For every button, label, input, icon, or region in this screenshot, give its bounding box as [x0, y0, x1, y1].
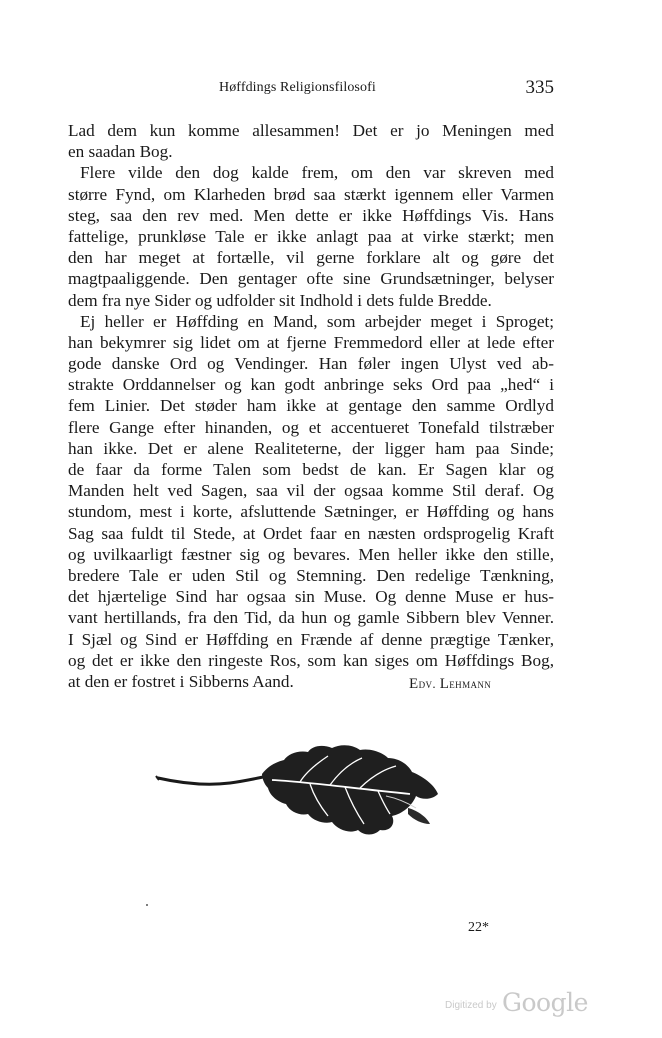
page-number: 335: [525, 77, 554, 98]
google-logo: Google: [502, 988, 588, 1017]
text-line: dem fra nye Sider og udfolder sit Indhold i dets fulde Bredde.: [68, 290, 492, 310]
text-line: Lad dem kun komme allesammen! Det er jo Meningen med: [68, 121, 554, 140]
text-line: steg, saa den rev med. Men dette er ikke Høffdings Vis. Hans: [68, 205, 554, 225]
signature-mark: 22*: [468, 920, 489, 935]
text-line: han bekymrer sig lidet om at fjerne Fremmedord eller at lede efter: [68, 332, 554, 352]
author-signature: Edv. Lehmann: [409, 676, 492, 692]
text-line: fattelige, prunkløse Tale er ikke anlagt paa at virke stærkt; men: [68, 226, 554, 246]
text-line: stundom, mest i korte, afsluttende Sætninger, er Høffding og hans: [68, 502, 554, 522]
oak-leaf-icon: [150, 738, 450, 838]
text-line: Flere vilde den dog kalde frem, om den var skreven med: [80, 163, 554, 183]
print-speck: [146, 904, 148, 906]
running-title: Høffdings Religionsfilosofi: [219, 80, 376, 95]
text-line: I Sjæl og Sind er Høffding en Frænde af denne prægtige Tænker,: [68, 629, 554, 649]
text-line: vant hertillands, fra den Tid, da hun og gamle Sibbern blev Venner.: [68, 608, 554, 628]
text-line: flere Gange efter hinanden, og et accentueret Tonefald tilstræber: [68, 417, 554, 437]
text-line: den har meget at fortælle, vil gerne forklare alt og gøre det: [68, 248, 554, 268]
text-line: det hjærtelige Sind har ogsaa sin Muse. Og denne Muse er hus-: [68, 587, 554, 607]
text-line: bredere Tale er uden Stil og Stemning. Den redelige Tænkning,: [68, 565, 554, 585]
text-line: en saadan Bog.: [68, 142, 173, 162]
text-line: fem Linier. Det støder ham ikke at gentage den samme Ordlyd: [68, 396, 554, 416]
text-line: gode danske Ord og Vendinger. Han føler ingen Ulyst ved ab-: [68, 354, 554, 374]
text-line: større Fynd, om Klarheden brød saa stærkt igennem eller Varmen: [68, 184, 554, 204]
body-text: [68, 120, 554, 692]
text-line: de faar da forme Talen som bedst de kan. Er Sagen klar og: [68, 460, 554, 479]
text-line: Sag saa fuldt til Stede, at Ordet faar en næsten ordsprogelig Kraft: [68, 523, 554, 543]
digitized-label: Digitized by: [445, 1000, 497, 1011]
text-line: Manden helt ved Sagen, saa vil der ogsaa komme Stil deraf. Og: [68, 481, 554, 501]
text-line: og uvilkaarligt fæstner sig og bevares. Men heller ikke den stille,: [68, 544, 554, 564]
text-line: Ej heller er Høffding en Mand, som arbejder meget i Sproget;: [80, 311, 554, 331]
text-line: han ikke. Det er alene Realiteterne, der ligger ham paa Sinde;: [68, 438, 554, 458]
text-line: at den er fostret i Sibberns Aand.: [68, 671, 294, 691]
running-head: [68, 77, 554, 102]
text-line: magtpaaliggende. Den gentager ofte sine Grundsætninger, belyser: [68, 269, 554, 289]
text-line: strakte Orddannelser og kan godt anbringe seks Ord paa „hed“ i: [68, 375, 554, 395]
text-line: og det er ikke den ringeste Ros, som kan siges om Høffdings Bog,: [68, 650, 554, 670]
